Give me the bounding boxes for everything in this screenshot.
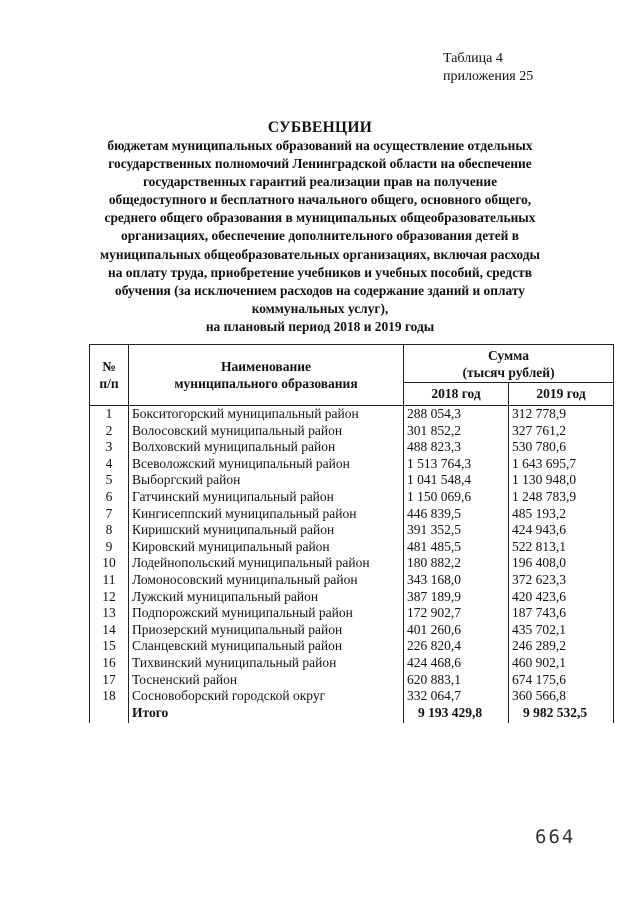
row-number: 4: [90, 456, 129, 473]
row-number: 13: [90, 605, 129, 622]
row-number: 7: [90, 506, 129, 523]
row-value-2018: 332 064,7: [404, 688, 509, 705]
row-value-2018: 620 883,1: [404, 672, 509, 689]
col-header-number-line2: п/п: [99, 376, 119, 391]
row-number: 3: [90, 439, 129, 456]
col-header-name-line1: Наименование: [221, 359, 311, 374]
col-header-sum-line1: Сумма: [487, 347, 530, 363]
table-row: [90, 572, 614, 589]
row-municipality: Подпорожский муниципальный район: [129, 605, 404, 622]
subtitle-line: на оплату труда, приобретение учебников и учебных пособий, средств: [108, 264, 532, 280]
table-row: [90, 539, 614, 556]
row-municipality: Тосненский район: [129, 672, 404, 689]
row-number: 14: [90, 622, 129, 639]
subtitle-line: государственных полномочий Ленинградской области на обеспечение: [108, 156, 532, 172]
row-value-2018: 180 882,2: [404, 555, 509, 572]
row-value-2018: 391 352,5: [404, 522, 509, 539]
table-row: [90, 506, 614, 523]
row-value-2019: 1 248 783,9: [509, 489, 614, 506]
row-municipality: Бокситогорский муниципальный район: [129, 406, 404, 423]
table-row: [90, 638, 614, 655]
document-heading: [60, 118, 580, 336]
subtitle-line: государственных гарантий реализации прав на получение: [142, 174, 498, 190]
table-row: [90, 688, 614, 705]
col-header-name: [129, 345, 404, 406]
col-header-sum: [404, 345, 614, 383]
row-value-2018: 401 260,6: [404, 622, 509, 639]
row-value-2018: 172 902,7: [404, 605, 509, 622]
table-row: [90, 439, 614, 456]
table-row: [90, 589, 614, 606]
row-number: 6: [90, 489, 129, 506]
row-municipality: Выборгский район: [129, 472, 404, 489]
row-number: 18: [90, 688, 129, 705]
row-value-2018: 488 823,3: [404, 439, 509, 456]
col-header-number: [90, 345, 129, 406]
total-label: Итого: [129, 705, 404, 723]
row-number: 11: [90, 572, 129, 589]
row-number: 12: [90, 589, 129, 606]
page-number: 664: [535, 826, 576, 848]
total-value-2018: 9 193 429,8: [404, 705, 509, 723]
table-row: [90, 406, 614, 423]
subtitle-line: на плановый период 2018 и 2019 годы: [205, 318, 435, 334]
col-header-sum-line2: (тысяч рублей): [462, 364, 555, 380]
document-subtitle: [60, 137, 580, 336]
row-value-2019: 522 813,1: [509, 539, 614, 556]
row-number: 16: [90, 655, 129, 672]
row-municipality: Тихвинский муниципальный район: [129, 655, 404, 672]
row-value-2018: 446 839,5: [404, 506, 509, 523]
row-municipality: Волховский муниципальный район: [129, 439, 404, 456]
row-value-2019: 674 175,6: [509, 672, 614, 689]
row-number: 15: [90, 638, 129, 655]
table-reference: [443, 50, 533, 86]
row-number: 5: [90, 472, 129, 489]
row-value-2019: 372 623,3: [509, 572, 614, 589]
table-row: [90, 522, 614, 539]
row-value-2019: 246 289,2: [509, 638, 614, 655]
col-header-name-line2: муниципального образования: [174, 376, 358, 391]
row-value-2019: 312 778,9: [509, 406, 614, 423]
total-value-2019: 9 982 532,5: [509, 705, 614, 723]
subtitle-line: общедоступного и бесплатного начального общего, основного общего,: [108, 192, 532, 208]
row-number: 2: [90, 423, 129, 440]
col-header-2018: 2018 год: [404, 383, 509, 406]
row-value-2018: 1 041 548,4: [404, 472, 509, 489]
row-value-2018: 1 513 764,3: [404, 456, 509, 473]
table-row: [90, 423, 614, 440]
row-value-2018: 1 150 069,6: [404, 489, 509, 506]
row-municipality: Кировский муниципальный район: [129, 539, 404, 556]
table-row: [90, 489, 614, 506]
row-number: 10: [90, 555, 129, 572]
col-header-2019: 2019 год: [509, 383, 614, 406]
row-value-2019: 1 643 695,7: [509, 456, 614, 473]
row-municipality: Приозерский муниципальный район: [129, 622, 404, 639]
row-municipality: Всеволожский муниципальный район: [129, 456, 404, 473]
table-row: [90, 655, 614, 672]
row-value-2019: 435 702,1: [509, 622, 614, 639]
subtitle-line: обучения (за исключением расходов на содержание зданий и оплату: [115, 282, 525, 298]
table-ref-line1: Таблица 4: [443, 51, 503, 66]
row-number: 17: [90, 672, 129, 689]
subtitle-line: бюджетам муниципальных образований на осуществление отдельных: [107, 138, 533, 153]
row-municipality: Лодейнопольский муниципальный район: [129, 555, 404, 572]
row-municipality: Ломоносовский муниципальный район: [129, 572, 404, 589]
row-value-2019: 485 193,2: [509, 506, 614, 523]
row-value-2019: 424 943,6: [509, 522, 614, 539]
row-value-2018: 301 852,2: [404, 423, 509, 440]
document-title: СУБВЕНЦИИ: [267, 119, 373, 136]
table-row: [90, 672, 614, 689]
subsidies-table: [89, 344, 614, 723]
subtitle-line: коммунальных услуг),: [251, 300, 389, 316]
row-number: 1: [90, 406, 129, 423]
table-row: [90, 622, 614, 639]
row-number: 9: [90, 539, 129, 556]
table-row: [90, 555, 614, 572]
subtitle-line: муниципальных общеобразовательных организациях, включая расходы: [100, 246, 540, 262]
table-row: [90, 605, 614, 622]
row-municipality: Киришский муниципальный район: [129, 522, 404, 539]
row-value-2018: 481 485,5: [404, 539, 509, 556]
row-municipality: Сосновоборский городской округ: [129, 688, 404, 705]
subtitle-line: среднего общего образования в муниципальных общеобразовательных: [104, 210, 536, 226]
row-municipality: Волосовский муниципальный район: [129, 423, 404, 440]
table-row: [90, 456, 614, 473]
row-municipality: Кингисеппский муниципальный район: [129, 506, 404, 523]
table-row: [90, 472, 614, 489]
row-value-2019: 530 780,6: [509, 439, 614, 456]
row-value-2018: 288 054,3: [404, 406, 509, 423]
row-value-2019: 360 566,8: [509, 688, 614, 705]
total-number-cell: [90, 705, 129, 723]
table-ref-line2: приложения 25: [443, 69, 534, 84]
row-value-2019: 196 408,0: [509, 555, 614, 572]
row-value-2018: 387 189,9: [404, 589, 509, 606]
total-row: [90, 705, 614, 723]
row-value-2019: 187 743,6: [509, 605, 614, 622]
row-number: 8: [90, 522, 129, 539]
row-value-2018: 226 820,4: [404, 638, 509, 655]
row-municipality: Лужский муниципальный район: [129, 589, 404, 606]
row-value-2019: 460 902,1: [509, 655, 614, 672]
table-body: [90, 406, 614, 723]
subtitle-line: организациях, обеспечение дополнительного образования детей в: [121, 228, 519, 244]
col-header-number-line1: №: [102, 359, 116, 374]
row-municipality: Сланцевский муниципальный район: [129, 638, 404, 655]
row-municipality: Гатчинский муниципальный район: [129, 489, 404, 506]
row-value-2018: 343 168,0: [404, 572, 509, 589]
row-value-2019: 420 423,6: [509, 589, 614, 606]
row-value-2018: 424 468,6: [404, 655, 509, 672]
row-value-2019: 1 130 948,0: [509, 472, 614, 489]
row-value-2019: 327 761,2: [509, 423, 614, 440]
